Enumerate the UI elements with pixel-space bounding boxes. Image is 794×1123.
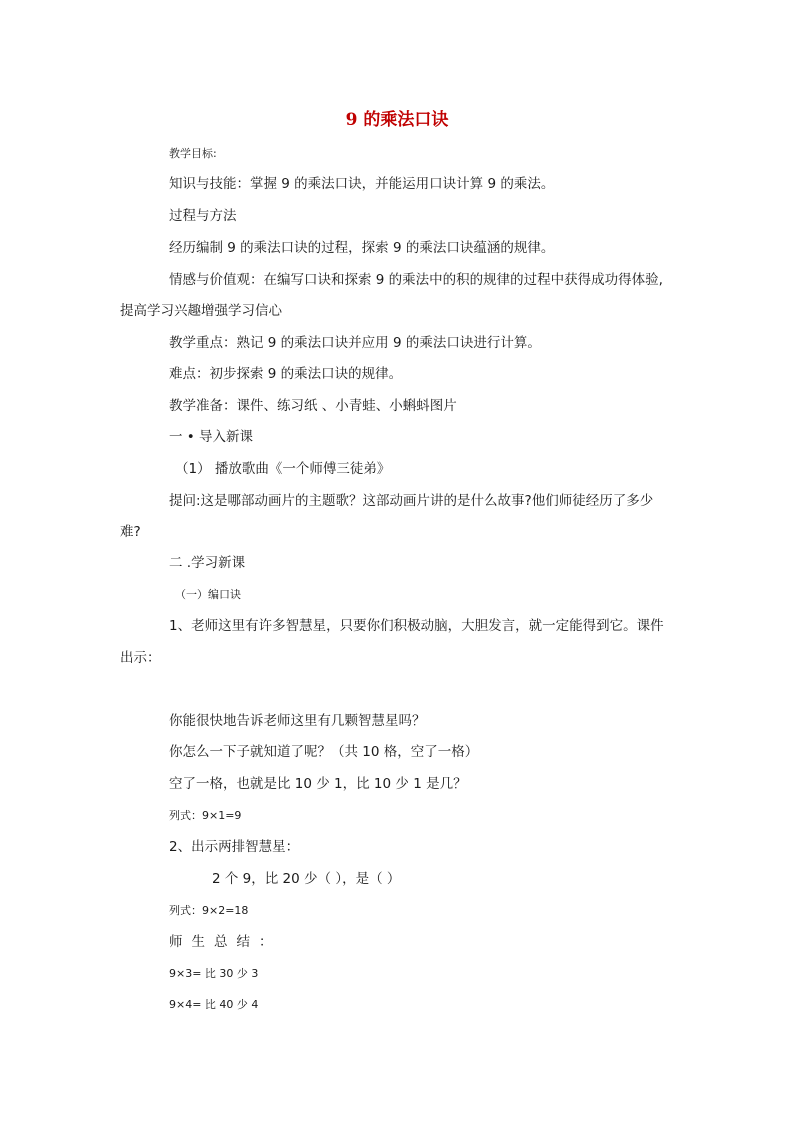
emotion-values-line: 情感与价值观：在编写口诀和探索 9 的乘法中的积的规律的过程中获得成功得体验,	[169, 272, 663, 288]
process-method-heading: 过程与方法	[169, 208, 237, 224]
question-line: 提问:这是哪部动画片的主题歌？这部动画片讲的是什么故事?他们师徒经历了多少	[169, 493, 654, 509]
process-method-line: 经历编制 9 的乘法口诀的过程，探索 9 的乘法口诀蕴涵的规律。	[169, 240, 555, 256]
emotion-values-line-cont: 提高学习兴趣增强学习信心	[120, 303, 282, 319]
question-line-cont: 难?	[120, 524, 141, 540]
preparation-line: 教学准备：课件、练习纸 、小青蛙、小蝌蚪图片	[169, 398, 457, 414]
two-rows-line: 2、出示两排智慧星：	[169, 839, 300, 855]
two-nines-line: 2 个 9，比 20 少（ ），是（ ）	[212, 871, 401, 887]
section-two-heading: 二 .学习新课	[169, 555, 246, 571]
one-empty-line: 空了一格，也就是比 10 少 1，比 10 少 1 是几？	[169, 776, 467, 792]
key-points-line: 教学重点：熟记 9 的乘法口诀并应用 9 的乘法口诀进行计算。	[169, 335, 541, 351]
wisdom-stars-line: 1、老师这里有许多智慧星，只要你们积极动脑，大胆发言，就一定能得到它。课件	[169, 618, 664, 634]
section-one-heading: 一 • 导入新课	[169, 429, 254, 445]
difficulty-line: 难点：初步探索 9 的乘法口诀的规律。	[169, 366, 403, 382]
equation-9x1: 列式：9×1=9	[169, 809, 242, 822]
teaching-goals-heading: 教学目标:	[169, 147, 217, 160]
summary-heading: 师生总结：	[169, 934, 282, 950]
equation-9x2: 列式：9×2=18	[169, 904, 249, 917]
how-many-stars-line: 你能很快地告诉老师这里有几颗智慧星吗？	[169, 713, 426, 729]
compose-rhyme-heading: （一）编口诀	[175, 588, 241, 601]
knowledge-skills-line: 知识与技能：掌握 9 的乘法口诀，并能运用口诀计算 9 的乘法。	[169, 176, 555, 192]
how-know-line: 你怎么一下子就知道了呢？（共 10 格，空了一格）	[169, 744, 479, 760]
document-title: 9 的乘法口诀	[345, 110, 449, 130]
equation-9x4: 9×4= 比 40 少 4	[169, 998, 259, 1011]
play-song-line: （1） 播放歌曲《一个师傅三徒弟》	[175, 461, 391, 477]
wisdom-stars-line-cont: 出示：	[120, 650, 161, 666]
equation-9x3: 9×3= 比 30 少 3	[169, 967, 259, 980]
